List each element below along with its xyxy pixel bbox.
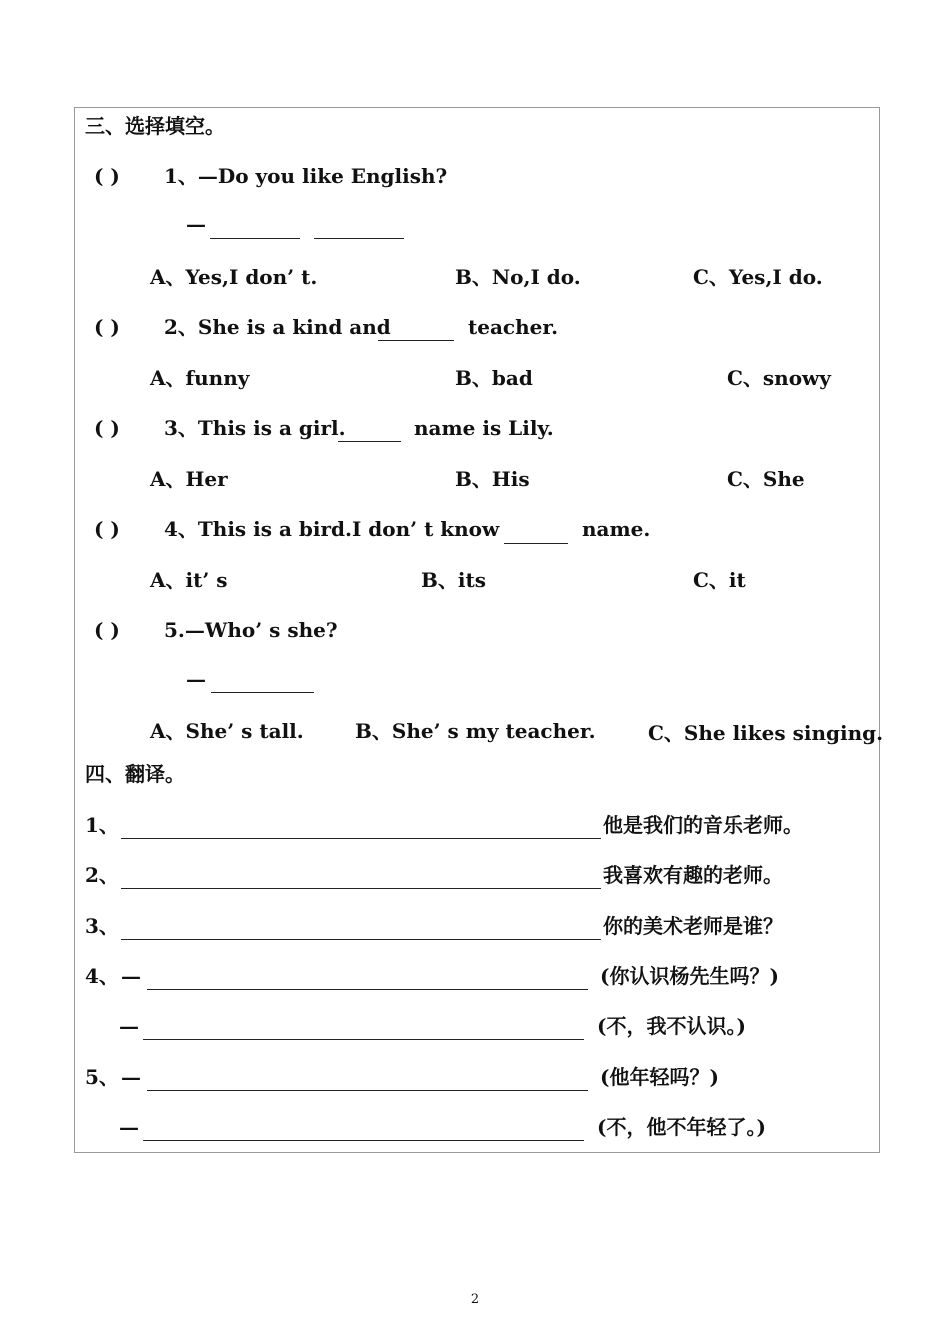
answer-dash: —: [186, 667, 206, 691]
translation-blank[interactable]: [121, 838, 601, 839]
option-a[interactable]: A、it’ s: [150, 568, 228, 592]
option-a[interactable]: A、Yes,I don’ t.: [150, 265, 318, 289]
translation-blank[interactable]: [147, 989, 588, 990]
option-b[interactable]: B、bad: [455, 366, 533, 390]
translation-blank[interactable]: [147, 1090, 588, 1091]
option-a[interactable]: A、She’ s tall.: [150, 719, 304, 743]
translation-hint: (不，我不认识。): [597, 1014, 746, 1038]
answer-paren[interactable]: ( ): [94, 164, 120, 188]
option-c[interactable]: C、She likes singing.: [648, 721, 884, 745]
option-b[interactable]: B、No,I do.: [455, 265, 581, 289]
translation-blank[interactable]: [143, 1039, 584, 1040]
option-b[interactable]: B、She’ s my teacher.: [355, 719, 596, 743]
answer-blank[interactable]: [338, 441, 401, 442]
question-stem: 4、This is a bird.I don’ t know: [164, 517, 500, 541]
option-a[interactable]: A、funny: [150, 366, 250, 390]
translation-hint: 我喜欢有趣的老师。: [603, 863, 783, 887]
answer-blank[interactable]: [211, 692, 314, 693]
option-c[interactable]: C、snowy: [727, 366, 831, 390]
question-stem: 3、This is a girl.: [164, 416, 346, 440]
option-b[interactable]: B、His: [455, 467, 530, 491]
translation-blank[interactable]: [121, 888, 601, 889]
option-b[interactable]: B、its: [421, 568, 486, 592]
option-a[interactable]: A、Her: [150, 467, 228, 491]
translation-hint: 他是我们的音乐老师。: [603, 813, 803, 837]
item-number: 5、: [85, 1065, 119, 1089]
translation-hint: (他年轻吗？): [600, 1065, 719, 1089]
question-stem: 1、—Do you like English?: [164, 164, 448, 188]
page-number: 2: [470, 1292, 480, 1307]
dialog-dash: —: [119, 1115, 139, 1139]
question-stem-end: name is Lily.: [414, 416, 554, 440]
translation-blank[interactable]: [143, 1140, 584, 1141]
item-number: 1、: [85, 813, 119, 837]
answer-paren[interactable]: ( ): [94, 416, 120, 440]
question-stem: 2、She is a kind and: [164, 315, 391, 339]
answer-paren[interactable]: ( ): [94, 315, 120, 339]
answer-paren[interactable]: ( ): [94, 517, 120, 541]
section-title: 四、翻译。: [85, 762, 185, 786]
translation-blank[interactable]: [121, 939, 601, 940]
option-c[interactable]: C、Yes,I do.: [693, 265, 823, 289]
answer-blank[interactable]: [504, 543, 568, 544]
dialog-dash: —: [121, 1065, 141, 1089]
section-title: 三、选择填空。: [85, 114, 225, 138]
question-stem-end: name.: [582, 517, 651, 541]
option-c[interactable]: C、She: [727, 467, 805, 491]
answer-blank[interactable]: [378, 340, 454, 341]
dialog-dash: —: [119, 1014, 139, 1038]
option-c[interactable]: C、it: [693, 568, 746, 592]
answer-paren[interactable]: ( ): [94, 618, 120, 642]
item-number: 4、: [85, 964, 119, 988]
item-number: 2、: [85, 863, 119, 887]
item-number: 3、: [85, 914, 119, 938]
question-stem-end: teacher.: [468, 315, 559, 339]
translation-hint: (你认识杨先生吗？): [600, 964, 779, 988]
answer-blank[interactable]: [210, 238, 300, 239]
translation-hint: 你的美术老师是谁？: [603, 914, 783, 938]
answer-blank[interactable]: [314, 238, 404, 239]
question-stem: 5.—Who’ s she?: [164, 618, 338, 642]
answer-dash: —: [186, 212, 206, 236]
dialog-dash: —: [121, 964, 141, 988]
translation-hint: (不，他不年轻了。): [597, 1115, 766, 1139]
